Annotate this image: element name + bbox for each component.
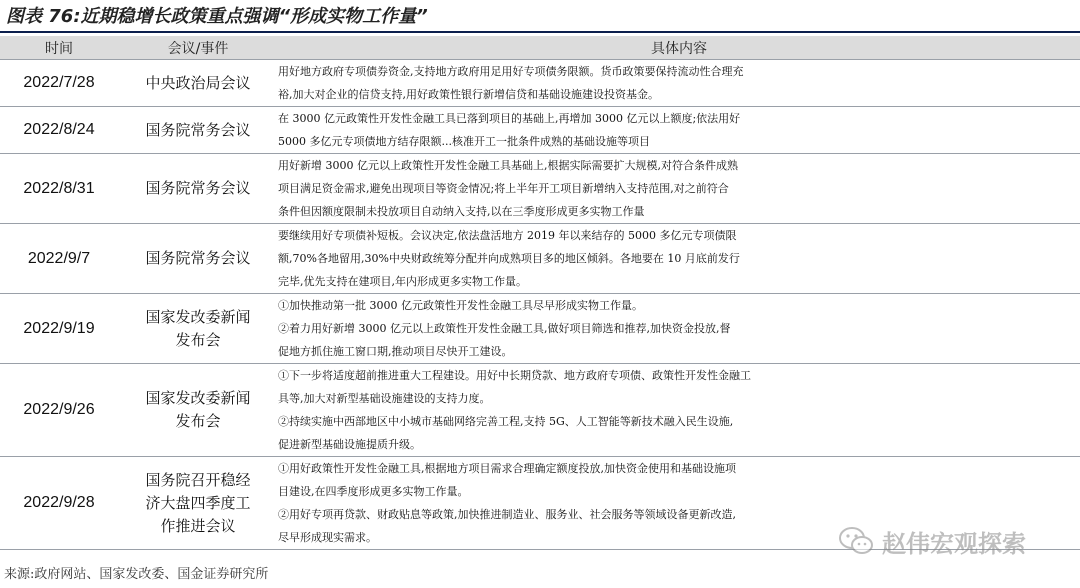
cell-event xyxy=(118,364,278,457)
content-line: 用好新增 3000 亿元以上政策性开发性金融工具基础上,根据实际需要扩大规模,对符合条件成熟 xyxy=(278,159,738,172)
content-line: ②着力用好新增 3000 亿元以上政策性开发性金融工具,做好项目筛选和推荐,加快资金投放,督 xyxy=(278,322,731,335)
table-row xyxy=(0,364,1080,457)
event-line: 济大盘四季度工 xyxy=(145,493,251,512)
content-line: 项目满足资金需求,避免出现项目等资金情况;将上半年开工项目新增纳入支持范围,对之前符合 xyxy=(278,182,729,195)
content-line: 完毕,优先支持在建项目,年内形成更多实物工作量。 xyxy=(278,275,527,288)
header-event: 会议/事件 xyxy=(118,36,278,60)
cell-content xyxy=(278,224,1080,294)
event-line: 国家发改委新闻 xyxy=(145,389,251,407)
content-line: 尽早形成现实需求。 xyxy=(278,531,377,544)
table-row xyxy=(0,154,1080,224)
cell-date: 2022/8/24 xyxy=(0,107,118,154)
wechat-icon xyxy=(838,526,874,556)
content-line: 额,70%各地留用,30%中央财政统筹分配并向成熟项目多的地区倾斜。各地要在 10 月底前发行 xyxy=(278,252,740,265)
watermark xyxy=(838,524,1026,558)
table-header-row xyxy=(0,36,1080,60)
event-line: 国家发改委新闻 xyxy=(145,307,251,326)
policy-table xyxy=(0,36,1080,550)
cell-date: 2022/7/28 xyxy=(0,60,118,107)
content-line: 具等,加大对新型基础设施建设的支持力度。 xyxy=(278,392,491,405)
content-line: 要继续用好专项债补短板。会议决定,依法盘活地方 2019 年以来结存的 5000 多亿元专项债限 xyxy=(278,229,737,242)
content-line: ①加快推动第一批 3000 亿元政策性开发性金融工具尽早形成实物工作量。 xyxy=(278,299,643,312)
content-line: 用好地方政府专项债券资金,支持地方政府用足用好专项债务限额。货币政策要保持流动性合理充 xyxy=(278,65,744,78)
cell-content xyxy=(278,364,1080,457)
content-line: ②持续实施中西部地区中小城市基础网络完善工程,支持 5G、人工智能等新技术融入民生设施, xyxy=(278,415,734,428)
content-line: 裕,加大对企业的信贷支持,用好政策性银行新增信贷和基础设施建设投资基金。 xyxy=(278,88,659,101)
cell-content xyxy=(278,107,1080,154)
cell-content xyxy=(278,294,1080,364)
header-content: 具体内容 xyxy=(278,36,1080,60)
cell-event xyxy=(118,60,278,107)
content-line: ②用好专项再贷款、财政贴息等政策,加快推进制造业、服务业、社会服务等领域设备更新改造, xyxy=(278,508,736,521)
cell-date: 2022/9/26 xyxy=(0,364,118,457)
cell-date: 2022/8/31 xyxy=(0,154,118,224)
cell-event xyxy=(118,294,278,364)
content-line: 促进新型基础设施提质升级。 xyxy=(278,438,421,451)
table-row xyxy=(0,224,1080,294)
cell-content xyxy=(278,60,1080,107)
event-line: 国务院常务会议 xyxy=(145,249,251,267)
table-body xyxy=(0,60,1080,550)
cell-date: 2022/9/7 xyxy=(0,224,118,294)
content-line: 目建设,在四季度形成更多实物工作量。 xyxy=(278,485,469,498)
event-line: 国务院常务会议 xyxy=(145,120,251,139)
cell-event xyxy=(118,107,278,154)
content-line: 在 3000 亿元政策性开发性金融工具已落到项目的基础上,再增加 3000 亿元以上额度;依法用好 xyxy=(278,112,741,125)
cell-event xyxy=(118,457,278,550)
cell-event xyxy=(118,154,278,224)
source-note: 来源:政府网站、国家发改委、国金证券研究所 xyxy=(4,567,269,582)
event-line: 发布会 xyxy=(175,412,221,430)
content-line: 条件但因额度限制未投放项目自动纳入支持,以在三季度形成更多实物工作量 xyxy=(278,205,645,218)
event-line: 作推进会议 xyxy=(160,516,236,535)
cell-event xyxy=(118,224,278,294)
content-line: ①用好政策性开发性金融工具,根据地方项目需求合理确定额度投放,加快资金使用和基础设施项 xyxy=(278,462,736,475)
watermark-text: 赵伟宏观探索 xyxy=(882,529,1026,558)
table-row xyxy=(0,294,1080,364)
content-line: ①下一步将适度超前推进重大工程建设。用好中长期贷款、地方政府专项债、政策性开发性金融工 xyxy=(278,369,751,382)
title-rule xyxy=(0,31,1080,33)
event-line: 国务院召开稳经 xyxy=(145,470,251,489)
event-line: 发布会 xyxy=(175,330,221,349)
cell-date: 2022/9/28 xyxy=(0,457,118,550)
event-line: 国务院常务会议 xyxy=(145,179,251,197)
cell-content xyxy=(278,154,1080,224)
content-line: 促地方抓住施工窗口期,推动项目尽快开工建设。 xyxy=(278,345,513,358)
header-date: 时间 xyxy=(0,36,118,60)
table-row xyxy=(0,60,1080,107)
table-row xyxy=(0,107,1080,154)
cell-date: 2022/9/19 xyxy=(0,294,118,364)
event-line: 中央政治局会议 xyxy=(145,73,251,92)
figure-title: 图表 76:近期稳增长政策重点强调“形成实物工作量” xyxy=(6,6,428,27)
content-line: 5000 多亿元专项债地方结存限额...核准开工一批条件成熟的基础设施等项目 xyxy=(278,135,650,148)
